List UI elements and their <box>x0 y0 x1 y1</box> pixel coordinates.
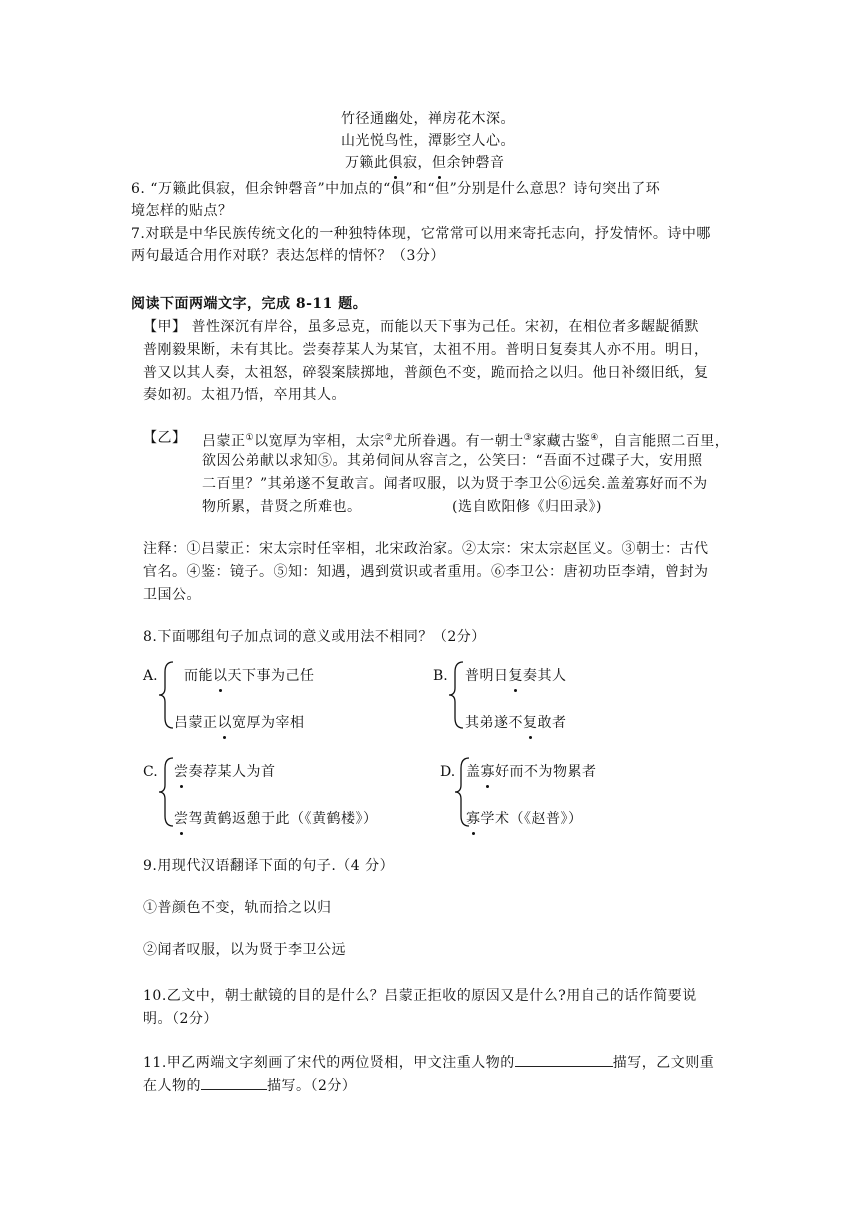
yi-line-1 <box>202 428 729 452</box>
q10-line-2: 明。（2分） <box>143 1011 218 1027</box>
poem-line-3 <box>345 153 505 173</box>
poem-text: 寂， <box>403 155 432 171</box>
dotted-char: 以 <box>217 715 232 731</box>
q8-option-b-label: B. <box>433 668 448 684</box>
q8-b-sentence-1 <box>465 666 567 686</box>
yi-source: (选自欧阳修《归田录》) <box>452 499 602 515</box>
yi-line-2: 欲因公弟献以求知⑤。其弟伺间从容言之，公笑曰：“吾面不过碟子大，安用照 <box>202 453 703 469</box>
note-marker: ② <box>384 433 394 443</box>
dotted-char: 尝 <box>174 811 189 827</box>
yi-text: ，自言能照二百里， <box>598 433 730 450</box>
q11-line-2 <box>143 1075 356 1096</box>
dotted-char: 但 <box>432 155 447 171</box>
q8-d-sentence-2 <box>466 809 583 829</box>
dotted-char: 复 <box>508 668 523 684</box>
dotted-char: 寡 <box>466 811 481 827</box>
q11-text: 描写。（2分） <box>267 1078 357 1094</box>
dotted-char: 寡 <box>480 764 495 780</box>
jia-line-1 <box>143 317 699 337</box>
sentence-text: 盖 <box>466 764 481 780</box>
sentence-text: 而能 <box>184 668 213 684</box>
note-marker: ① <box>245 433 255 443</box>
q9-title: 9.用现代汉语翻译下面的句子.（4 分） <box>143 858 395 874</box>
q11-text: 在人物的 <box>143 1078 201 1094</box>
q8-title: 8.下面哪组句子加点词的意义或用法不相同？（2分） <box>143 629 486 645</box>
sentence-text: 奏荐某人为首 <box>188 764 276 780</box>
q8-option-d-label: D. <box>440 764 456 780</box>
sentence-text: 学术（《赵普》） <box>480 811 583 827</box>
jia-line-2: 普刚毅果断，未有其比。尝奏荐某人为某官，太祖不用。普明日复奏其人亦不用。明日， <box>143 342 709 358</box>
answer-blank[interactable] <box>201 1075 267 1090</box>
sentence-text: 其弟遂不 <box>465 715 523 731</box>
q8-option-c-label: C. <box>143 764 158 780</box>
sentence-text: 好而不为物累者 <box>495 764 597 780</box>
q8-option-a-label: A. <box>143 668 158 684</box>
dotted-char: 以 <box>213 668 228 684</box>
notes-line-2: 官名。④鉴：镜子。⑤知：知遇，遇到赏识或者重用。⑥李卫公：唐初功臣李靖，曾封为 <box>143 564 709 580</box>
yi-line-4: 物所累，昔贤之所难也。 <box>202 499 362 515</box>
yi-text: 以宽厚为宰相，太宗 <box>254 433 385 450</box>
yi-tag: 【乙】 <box>143 430 187 446</box>
answer-blank[interactable] <box>515 1052 613 1067</box>
q8-b-sentence-2 <box>465 713 567 733</box>
q10-line-1: 10.乙文中，朝士献镜的目的是什么？吕蒙正拒收的原因又是什么?用自己的话作简要说 <box>143 988 697 1004</box>
notes-line-1: 注释：①吕蒙正：宋太宗时任宰相，北宋政治家。②太宗：宋太宗赵匡义。③朝士：古代 <box>143 541 709 557</box>
yi-text: 尤所眷遇。有一朝士 <box>393 433 524 450</box>
q8-c-sentence-1 <box>174 762 276 782</box>
q8-d-sentence-1 <box>466 762 597 782</box>
sentence-text: 奏其人 <box>523 668 567 684</box>
jia-line-4: 奏如初。太祖乃悟，卒用其人。 <box>143 387 346 403</box>
brace-icon <box>446 660 466 730</box>
sentence-text: 敢者 <box>537 715 567 731</box>
poem-text: 余钟磬音 <box>446 155 505 171</box>
q9-sentence-2: ②闻者叹服，以为贤于李卫公远 <box>143 942 346 958</box>
section-heading: 阅读下面两端文字，完成 8-11 题。 <box>131 296 368 312</box>
q8-a-sentence-2 <box>174 713 305 733</box>
q11-line-1 <box>143 1052 714 1073</box>
poem-line-1: 竹径通幽处，禅房花木深。 <box>341 111 515 127</box>
brace-icon <box>156 660 176 730</box>
sentence-text: 天下事为己任 <box>227 668 315 684</box>
sentence-text: 吕蒙正 <box>174 715 218 731</box>
dotted-char: 复 <box>523 715 538 731</box>
yi-line-3: 二百里？”其弟遂不复敢言。闻者叹服，以为贤于李卫公⑥远矣.盖羞寡好而不为 <box>202 476 708 492</box>
q7-line-2: 两句最适合用作对联？表达怎样的情怀？（3分） <box>131 248 445 264</box>
jia-tag: 【甲】 <box>143 319 187 335</box>
sentence-text: 驾黄鹤返憩于此（《黄鹤楼》） <box>188 811 378 827</box>
dotted-char: 俱 <box>388 155 403 171</box>
note-marker: ③ <box>523 433 533 443</box>
q9-sentence-1: ①普颜色不变，轨而拾之以归 <box>143 900 332 916</box>
q8-c-sentence-2 <box>174 809 378 829</box>
sentence-text: 普明日 <box>465 668 509 684</box>
q11-text: 描写，乙文则重 <box>612 1055 715 1071</box>
yi-text: 家藏古鉴 <box>532 433 591 450</box>
dotted-char: 尝 <box>174 764 189 780</box>
q6-line-1: 6. “万籁此俱寂，但余钟磬音”中加点的“俱”和“但”分别是什么意思？诗句突出了环 <box>131 181 661 197</box>
poem-line-2: 山光悦鸟性，潭影空人心。 <box>341 133 515 149</box>
brace-icon <box>156 756 176 828</box>
yi-text: 吕蒙正 <box>202 433 246 450</box>
notes-line-3: 卫国公。 <box>143 587 201 603</box>
sentence-text: 宽厚为宰相 <box>232 715 305 731</box>
q8-a-sentence-1 <box>184 666 315 686</box>
q6-line-2: 境怎样的贴点？ <box>131 203 233 219</box>
q11-text: 11.甲乙两端文字刻画了宋代的两位贤相，甲文注重人物的 <box>143 1055 515 1071</box>
poem-text: 万籁此 <box>345 155 389 171</box>
note-marker: ④ <box>590 433 599 443</box>
jia-text: 普性深沉有岸谷，虽多忌克，而能以天下事为己任。宋初，在相位者多龌龊循默 <box>191 319 699 335</box>
q7-line-1: 7.对联是中华民族传统文化的一种独特体现，它常常可以用来寄托志向，抒发情怀。诗中哪 <box>131 226 711 242</box>
jia-line-3: 普又以其人奏，太祖怒，碎裂案牍掷地，普颜色不变，跪而拾之以归。他日补缀旧纸，复 <box>143 365 709 381</box>
